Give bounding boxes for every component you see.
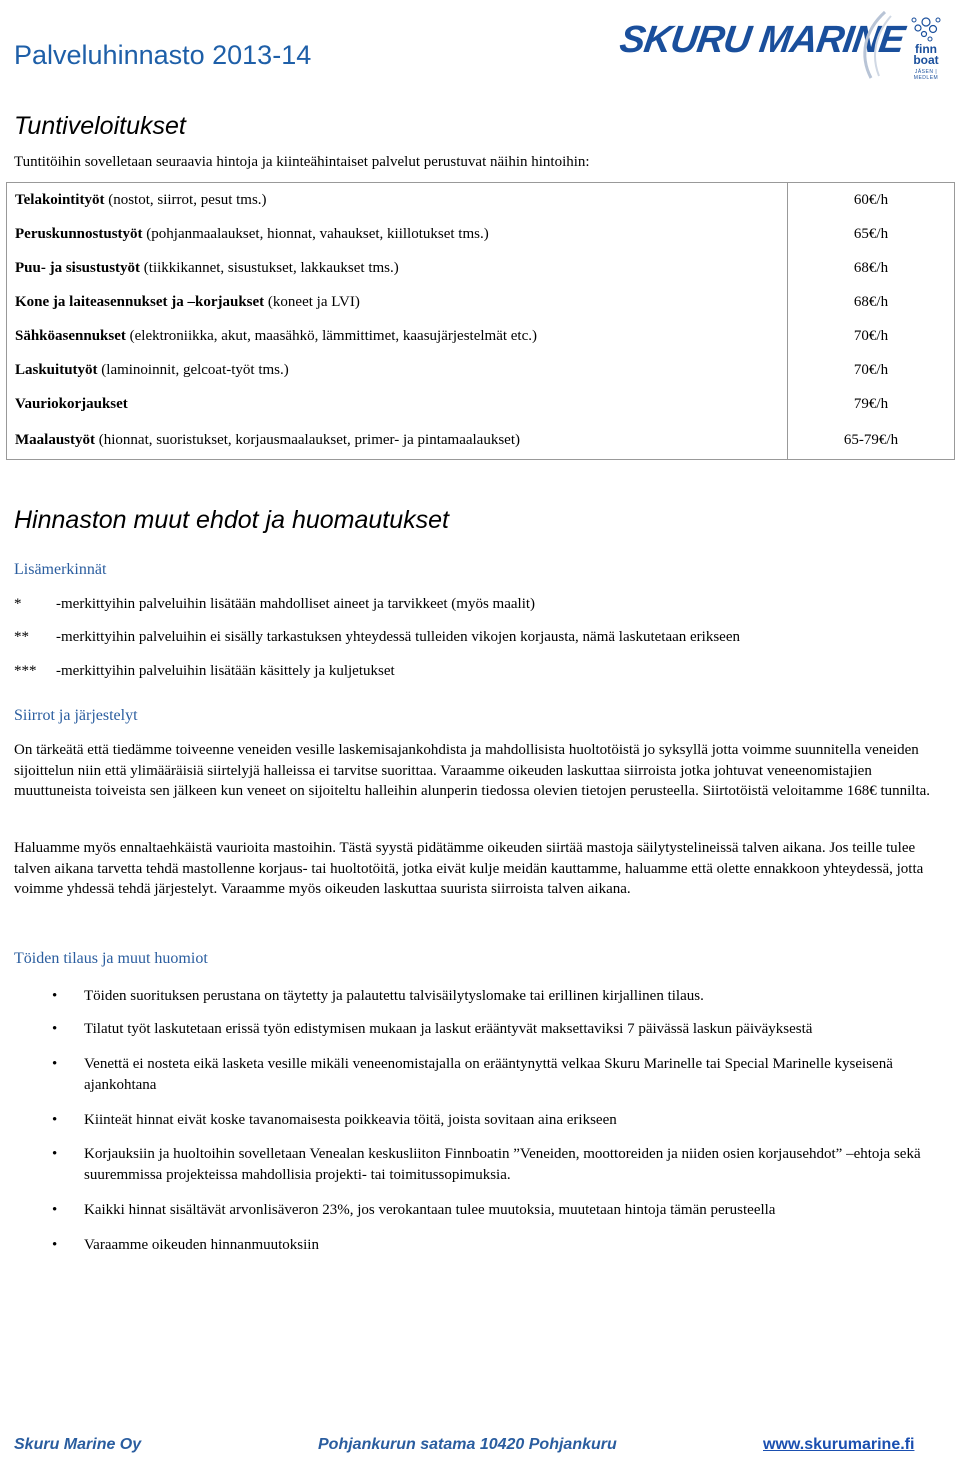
list-item [0,1144,950,1186]
footer-company: Skuru Marine Oy [14,1436,142,1453]
service-name: Sähköasennukset [15,327,126,344]
note-text: -merkittyihin palveluihin lisätään käsittely ja kuljetukset [56,663,395,679]
list-item [0,1110,950,1131]
table-row [7,183,955,218]
price-cell: 70€/h [788,319,955,353]
list-item-text: Kiinteät hinnat eivät koske tavanomaisesta poikkeavia töitä, joista sovitaan aina erikseen [84,1112,617,1128]
note-text: -merkittyihin palveluihin lisätään mahdolliset aineet ja tarvikkeet (myös maalit) [56,596,536,612]
page-footer [0,1436,960,1456]
page-title: Palveluhinnasto 2013-14 [14,40,312,70]
bullet: • [52,1021,58,1037]
finnboat-wordmark: finn boat [913,42,939,67]
service-name: Peruskunnostustyöt [15,225,143,242]
service-description: (pohjanmaalaukset, hionnat, vahaukset, kiillotukset tms.) [142,225,489,242]
note-text: -merkittyihin palveluihin ei sisälly tarkastuksen yhteydessä tulleiden vikojen korjausta, nämä laskutetaan erikseen [56,629,740,645]
service-name: Laskuitutyöt [15,361,98,378]
transfers-paragraph-2: Haluamme myös ennaltaehkäistä vaurioita mastoihin. Tästä syystä pidätämme oikeuden siirtää mastoja säilytystelineissä talven aikana. Jos teille tulee talven aikana tarvetta tehdä mastollenne korjaus- tai huoltotöitä, jotka eivät kulje meidän kauttamme, haluamme että olette ennakkoon yhteydessä, jotta voimme yhdessä tehdä järjestelyt. Varaamme myös oikeuden laskuttaa suurista siirroista talven aikana. [14,840,924,897]
skuru-marine-logo [617,10,950,81]
list-item [0,1019,950,1040]
service-name: Maalaustyöt [15,431,95,448]
hourly-heading: Tuntiveloitukset [14,112,186,140]
service-cell [7,387,788,421]
service-cell [7,285,788,319]
list-item-text: Venettä ei nosteta eikä lasketa vesille mikäli veneenomistajalla on erääntynyttä velkaa Skuru Marinelle tai Special Marinelle kyseisenä ajankohtana [84,1056,893,1093]
orders-list [0,986,950,1256]
note-item [14,629,740,646]
service-name: Vauriokorjaukset [15,395,128,412]
list-item [0,986,950,1007]
price-table [6,182,955,460]
list-item [0,1200,950,1221]
table-row [7,353,955,387]
service-cell [7,353,788,387]
service-cell [7,251,788,285]
sail-swoosh-icon [845,10,895,80]
orders-heading: Töiden tilaus ja muut huomiot [14,950,208,967]
service-description: (laminoinnit, gelcoat-työt tms.) [97,361,289,378]
list-item-text: Töiden suorituksen perustana on täytetty ja palautettu talvisäilytyslomake tai erillinen kirjallinen tilaus. [84,988,704,1004]
bubbles-icon [902,14,950,44]
notes-heading: Lisämerkinnät [14,561,107,578]
terms-heading: Hinnaston muut ehdot ja huomautukset [14,506,449,534]
list-item-text: Varaamme oikeuden hinnanmuutoksiin [84,1237,319,1253]
note-item [14,663,395,680]
service-cell [7,421,788,460]
list-item-text: Tilatut työt laskutetaan erissä työn edistymisen mukaan ja laskut erääntyvät maksettaviksi 7 päivässä laskun päiväyksestä [84,1021,813,1037]
price-cell: 70€/h [788,353,955,387]
hourly-intro: Tuntitöihin sovelletaan seuraavia hintoja ja kiinteähintaiset palvelut perustuvat näihin hintoihin: [14,154,590,170]
table-row [7,251,955,285]
footer-address: Pohjankurun satama 10420 Pohjankuru [318,1436,617,1453]
table-row [7,319,955,353]
price-cell: 68€/h [788,285,955,319]
note-mark: * [14,596,22,612]
list-item-text: Kaikki hinnat sisältävät arvonlisäveron 23%, jos verokantaan tulee muutoksia, muutetaan hintoja tämän perusteella [84,1202,776,1218]
list-item [0,1235,950,1256]
transfers-heading: Siirrot ja järjestelyt [14,707,138,724]
bullet: • [52,1146,58,1162]
bullet: • [52,1112,58,1128]
bullet: • [52,1202,58,1218]
price-cell: 65-79€/h [788,421,955,460]
finnboat-member-label: JÄSEN | MEDLEM [913,69,939,81]
service-description: (koneet ja LVI) [264,293,360,310]
service-name: Telakointityöt [15,191,105,208]
service-cell [7,319,788,353]
service-cell [7,217,788,251]
note-mark: *** [14,663,37,679]
table-row [7,421,955,460]
logo-wordmark: SKURU MARINE [617,19,907,61]
price-cell: 68€/h [788,251,955,285]
service-description: (tiikkikannet, sisustukset, lakkaukset tms.) [140,259,399,276]
bullet: • [52,988,58,1004]
list-item-text: Korjauksiin ja huoltoihin sovelletaan Venealan keskusliiton Finnboatin ”Veneiden, moottoreiden ja niiden osien korjausehdot” –ehtoja sekä suuremmissa projekteissa mahdollisia projekti- tai toimitussopimuksia. [84,1146,921,1183]
bullet: • [52,1237,58,1253]
service-description: (hionnat, suoristukset, korjausmaalaukset, primer- ja pintamaalaukset) [95,431,520,448]
transfers-paragraph-1: On tärkeätä että tiedämme toiveenne veneiden vesille laskemisajankohdista ja mahdollisista huoltotöistä jo syksyllä jotta voimme suunnitella veneiden sijoittelun niin että ylimääräisiä siirtelyjä halleissa ei tarvitse suorittaa. Varaamme oikeuden laskuttaa siirroista jotka johtuvat veneenomistajien muuttuneista toiveista sen jälkeen kun veneet on sijoiteltu halleihin alunperin tiedossa olevien tietojen perusteella. Siirtotöistä veloitamme 168€ tunnilta. [14,742,931,799]
table-row [7,285,955,319]
page-header [0,0,960,100]
list-item [0,1054,950,1096]
service-name: Kone ja laiteasennukset ja –korjaukset [15,293,265,310]
table-row [7,217,955,251]
service-description: (nostot, siirrot, pesut tms.) [104,191,267,208]
price-cell: 65€/h [788,217,955,251]
table-row [7,387,955,421]
bullet: • [52,1056,58,1072]
service-description: (elektroniikka, akut, maasähkö, lämmittimet, kaasujärjestelmät etc.) [125,327,537,344]
service-name: Puu- ja sisustustyöt [15,259,141,276]
footer-website-link[interactable]: www.skurumarine.fi [763,1436,915,1453]
price-cell: 60€/h [788,183,955,218]
price-cell: 79€/h [788,387,955,421]
note-mark: ** [14,629,29,645]
finnboat-member-logo [902,14,950,81]
service-cell [7,183,788,218]
note-item [14,596,535,613]
